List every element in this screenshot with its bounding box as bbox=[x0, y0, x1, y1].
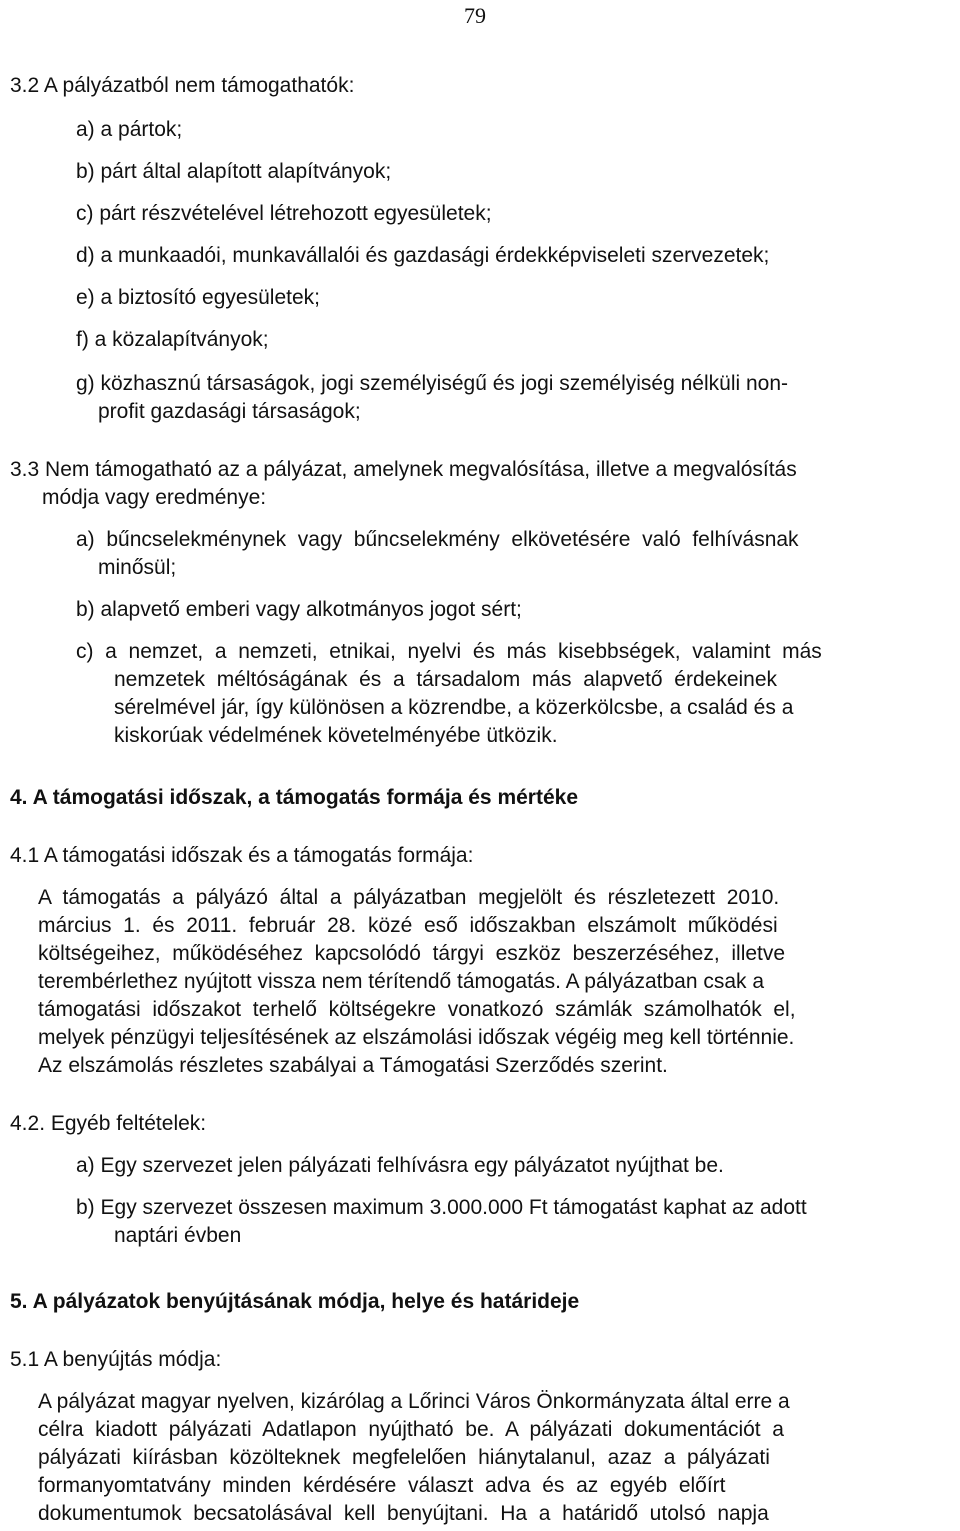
list-item: a) a pártok; bbox=[76, 118, 183, 141]
section-5-heading: 5. A pályázatok benyújtásának módja, helye és határideje bbox=[10, 1290, 580, 1313]
list-item: a) Egy szervezet jelen pályázati felhívásra egy pályázatot nyújthat be. bbox=[76, 1154, 724, 1177]
list-item: e) a biztosító egyesületek; bbox=[76, 286, 320, 309]
list-item-continuation: sérelmével jár, így különösen a közrendbe, a közerkölcsbe, a család és a bbox=[114, 696, 794, 719]
section-4-2-title: 4.2. Egyéb feltételek: bbox=[10, 1112, 207, 1135]
list-item-continuation: nemzetek méltóságának és a társadalom más alapvető érdekeinek bbox=[114, 668, 778, 691]
list-item: c) a nemzet, a nemzeti, etnikai, nyelvi és más kisebbségek, valamint más bbox=[76, 640, 822, 663]
list-item-continuation: minősül; bbox=[98, 556, 177, 579]
page-number: 79 bbox=[464, 3, 486, 28]
paragraph-line: támogatási időszakot terhelő költségekre vonatkozó számlák számolhatók el, bbox=[38, 998, 796, 1021]
list-item: b) Egy szervezet összesen maximum 3.000.000 Ft támogatást kaphat az adott bbox=[76, 1196, 807, 1219]
section-5-1-title: 5.1 A benyújtás módja: bbox=[10, 1348, 222, 1371]
paragraph-line: költségeihez, működéséhez kapcsolódó tárgyi eszköz beszerzéséhez, illetve bbox=[38, 942, 786, 965]
list-item: f) a közalapítványok; bbox=[76, 328, 269, 351]
list-item: b) alapvető emberi vagy alkotmányos jogot sért; bbox=[76, 598, 522, 621]
section-3-3-title: 3.3 Nem támogatható az a pályázat, amelynek megvalósítása, illetve a megvalósítás bbox=[10, 458, 797, 481]
section-4-heading: 4. A támogatási időszak, a támogatás formája és mértéke bbox=[10, 786, 579, 809]
paragraph-line: Az elszámolás részletes szabályai a Támogatási Szerződés szerint. bbox=[38, 1054, 668, 1077]
list-item: d) a munkaadói, munkavállalói és gazdasági érdekképviseleti szervezetek; bbox=[76, 244, 770, 267]
paragraph-line: pályázati kiírásban közölteknek megfelelően hiánytalanul, azaz a pályázati bbox=[38, 1446, 770, 1469]
section-3-2-title: 3.2 A pályázatból nem támogathatók: bbox=[10, 74, 355, 97]
list-item-continuation: kiskorúak védelmének követelményébe ütközik. bbox=[114, 724, 558, 747]
paragraph-line: dokumentumok becsatolásával kell benyújtani. Ha a határidő utolsó napja bbox=[38, 1502, 769, 1525]
list-item-continuation: naptári évben bbox=[114, 1224, 242, 1247]
paragraph-line: formanyomtatvány minden kérdésére választ adva és az egyéb előírt bbox=[38, 1474, 726, 1497]
paragraph-line: március 1. és 2011. február 28. közé eső időszakban elszámolt működési bbox=[38, 914, 778, 937]
paragraph-line: célra kiadott pályázati Adatlapon nyújtható be. A pályázati dokumentációt a bbox=[38, 1418, 784, 1441]
list-item: a) bűncselekménynek vagy bűncselekmény elkövetésére való felhívásnak bbox=[76, 528, 799, 551]
section-3-3-title-continuation: módja vagy eredménye: bbox=[42, 486, 267, 509]
list-item: g) közhasznú társaságok, jogi személyiségű és jogi személyiség nélküli non- bbox=[76, 372, 789, 395]
paragraph-line: A támogatás a pályázó által a pályázatban megjelölt és részletezett 2010. bbox=[38, 886, 780, 909]
list-item: c) párt részvételével létrehozott egyesületek; bbox=[76, 202, 492, 225]
paragraph-line: A pályázat magyar nyelven, kizárólag a Lőrinci Város Önkormányzata által erre a bbox=[38, 1390, 790, 1413]
list-item-continuation: profit gazdasági társaságok; bbox=[98, 400, 361, 423]
paragraph-line: terembérlethez nyújtott vissza nem térítendő támogatás. A pályázatban csak a bbox=[38, 970, 765, 993]
section-4-1-title: 4.1 A támogatási időszak és a támogatás formája: bbox=[10, 844, 474, 867]
list-item: b) párt által alapított alapítványok; bbox=[76, 160, 392, 183]
paragraph-line: melyek pénzügyi teljesítésének az elszámolási időszak végéig meg kell történnie. bbox=[38, 1026, 795, 1049]
